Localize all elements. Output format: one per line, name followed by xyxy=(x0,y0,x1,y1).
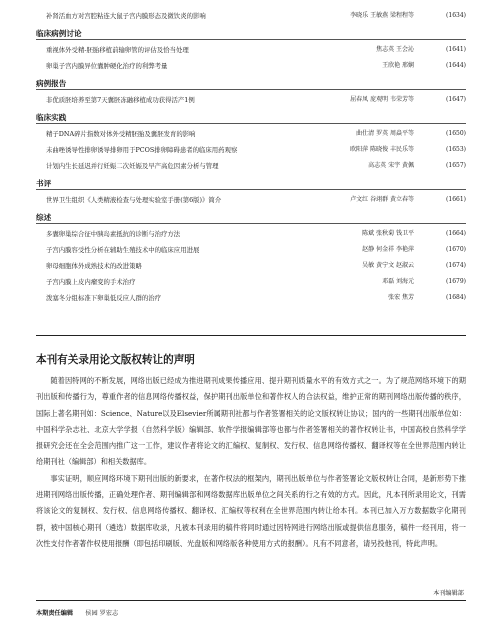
toc-section-heading: 临床病例讨论 xyxy=(36,24,466,42)
toc-entry[interactable] xyxy=(36,142,466,158)
toc-entry-authors: 屈春凤 庞观明 韦荣芳等 xyxy=(350,96,414,103)
toc-entry-page: (1641) xyxy=(446,46,466,53)
toc-section-heading: 书评 xyxy=(36,174,466,192)
statement-paragraph: 事实证明，顺应网络环境下期刊出版的新要求，在著作权法的框架内，期刊出版单位与作者签署论文版权转让合同，是新形势下推进期刊网络出版传播，正确处理作者、期刊编辑部和网络数据库出版单位之间关系的行之有效的方式。因此，凡本刊所录用论文，刊需将该论文的复制权、发行权、信息网络传播权、翻译权、汇编权等权利在全世界范围内转让给本刊。本刊已加入万方数据数字化期刊群，被中国核心期刊（遴选）数据库收录，凡被本刊录用的稿件将同时通过因特网进行网络出版或提供信息服务，稿件一经刊用，将一次性支付作者著作权使用报酬（即包括印刷版、光盘版和网络版各种使用方式的报酬）。凡有不同意者，请另投他刊，特此声明。 xyxy=(36,473,466,548)
statement-body xyxy=(36,373,466,552)
editor-names: 侯园 罗宏志 xyxy=(85,610,119,617)
toc-entry-page: (1674) xyxy=(446,262,466,269)
toc-entry[interactable] xyxy=(36,258,466,274)
toc-entry[interactable] xyxy=(36,192,466,208)
toc-entry-title: 卵母细胞体外成熟技术的改进策略 xyxy=(46,262,142,270)
toc-entry-page: (1634) xyxy=(446,12,466,19)
toc-entry-page: (1684) xyxy=(446,294,466,301)
toc-section-heading: 病例报告 xyxy=(36,74,466,92)
statement-signature: 本刊编辑部 xyxy=(433,590,464,597)
toc-entry-authors: 高志英 宋宇 黄佩 xyxy=(368,162,414,169)
responsible-editor xyxy=(36,608,118,617)
toc-entry-title: 非优质胚培养至第7天囊胚冻融移植成功获得活产1例 xyxy=(46,96,195,104)
toc-entry-title: 泼塞冬分组标准下卵巢低反应人群的治疗 xyxy=(46,294,162,302)
toc-entry-title: 未曲唑诱导性排卵诱导排卵用于PCOS排卵障碍患者的临床用药观察 xyxy=(46,146,238,154)
toc-entry-page: (1650) xyxy=(446,130,466,137)
toc-entry-title: 重视体外受精-胚胎移植前输卵管的评估及恰当处理 xyxy=(46,46,189,54)
toc-entry[interactable] xyxy=(36,8,466,24)
statement-title: 本刊有关录用论文版权转让的声明 xyxy=(36,354,195,366)
toc-entry[interactable] xyxy=(36,242,466,258)
toc-entry-page: (1664) xyxy=(446,230,466,237)
divider-rule xyxy=(36,335,466,336)
toc-entry-page: (1653) xyxy=(446,146,466,153)
toc-entry-authors: 曲仕清 罗英 周焱平等 xyxy=(356,130,414,137)
toc-entry-title: 世界卫生组织《人类精液检查与处理实验室手册(第6版)》简介 xyxy=(46,196,222,204)
toc-entry-authors: 邓磊 刘海元 xyxy=(382,278,414,285)
toc-entry-authors: 赵静 何金祥 李艳萍 xyxy=(362,246,414,253)
toc-entry-authors: 张宏 焦芳 xyxy=(388,294,414,301)
toc-entry[interactable] xyxy=(36,42,466,58)
toc-entry-authors: 吴敏 黄宁文 赵淑云 xyxy=(362,262,414,269)
toc-entry-title: 子宫内膜容受性分析在辅助生殖技术中的临床应用进展 xyxy=(46,246,200,254)
toc-entry[interactable] xyxy=(36,92,466,108)
toc-entry-page: (1647) xyxy=(446,96,466,103)
toc-entry-title: 计划内生长延迟并行妊娠二次妊娠及早产高危因素分析与管理 xyxy=(46,162,219,170)
toc-entry[interactable] xyxy=(36,158,466,174)
toc-entry-authors: 陈斌 张秋菊 钱卫平 xyxy=(362,230,414,237)
editor-label: 本期责任编辑 xyxy=(36,610,74,617)
toc-entry-page: (1661) xyxy=(446,196,466,203)
toc-entry-page: (1670) xyxy=(446,246,466,253)
toc-entry-authors: 焦志英 王会沁 xyxy=(376,46,414,53)
toc-entry-page: (1657) xyxy=(446,162,466,169)
toc-entry[interactable] xyxy=(36,274,466,290)
toc-entry-title: 多囊卵巢综合征中胰岛素抵抗的诊断与治疗方法 xyxy=(46,230,181,238)
toc-entry-title: 卵巢子宫内膜异位囊肿硬化治疗的利弊考量 xyxy=(46,62,168,70)
toc-section-heading: 临床实践 xyxy=(36,108,466,126)
toc-entry-authors: 卢文红 谷翊群 黄立春等 xyxy=(350,196,414,203)
toc-entry-page: (1679) xyxy=(446,278,466,285)
toc-entry[interactable] xyxy=(36,290,466,306)
toc-section-heading: 综述 xyxy=(36,208,466,226)
toc-entry-authors: 李晓乐 王敏燕 梁程程等 xyxy=(350,12,414,19)
toc-entry[interactable] xyxy=(36,226,466,242)
toc-entry-title: 子宫内膜上皮内瘤变的手术治疗 xyxy=(46,278,136,286)
toc-entry[interactable] xyxy=(36,58,466,74)
statement-paragraph: 随着因特网的不断发展，网络出版已经成为推进期刊成果传播应用、提升期刊质量水平的有效方式之一。为了规范网络环境下的期刊出版和传播行为，尊重作者的信息网络传播权益，保护期刊出版单位和著作权人的合法权益，维护正常的期刊网络出版传播的秩序，国际上著名期刊如：Science、Nature以及Elsevier所属期刊社都与作者签署相关的论文版权转让协议；国内的一些期刊出版单位如：中国科学杂志社、北京大学学报（自然科学版）编辑部、软件学报编辑部等也都与作者签署相关的著作权转让书，中国高校自然科学学报研究会还在全会范围内推广这一工作，建议作者将论文的汇编权、复制权、发行权、信息网络传播权、翻译权等在全世界范围内转让给期刊社（编辑部）和相关数据库。 xyxy=(36,376,466,467)
toc-entry[interactable] xyxy=(36,126,466,142)
toc-entry-title: 补肾活血方对宫腔粘连大鼠子宫内膜形态及微饮炎的影响 xyxy=(46,12,206,20)
toc-entry-authors: 欧阳萍 陈晓俊 丰民乐等 xyxy=(350,146,414,153)
toc-entry-authors: 王欣艳 邢娴 xyxy=(382,62,414,69)
toc-entry-page: (1644) xyxy=(446,62,466,69)
table-of-contents xyxy=(36,8,466,306)
toc-entry-title: 精子DNA碎片指数对体外受精胚胎及囊胚发育的影响 xyxy=(46,130,196,138)
footer-rule xyxy=(36,600,466,601)
